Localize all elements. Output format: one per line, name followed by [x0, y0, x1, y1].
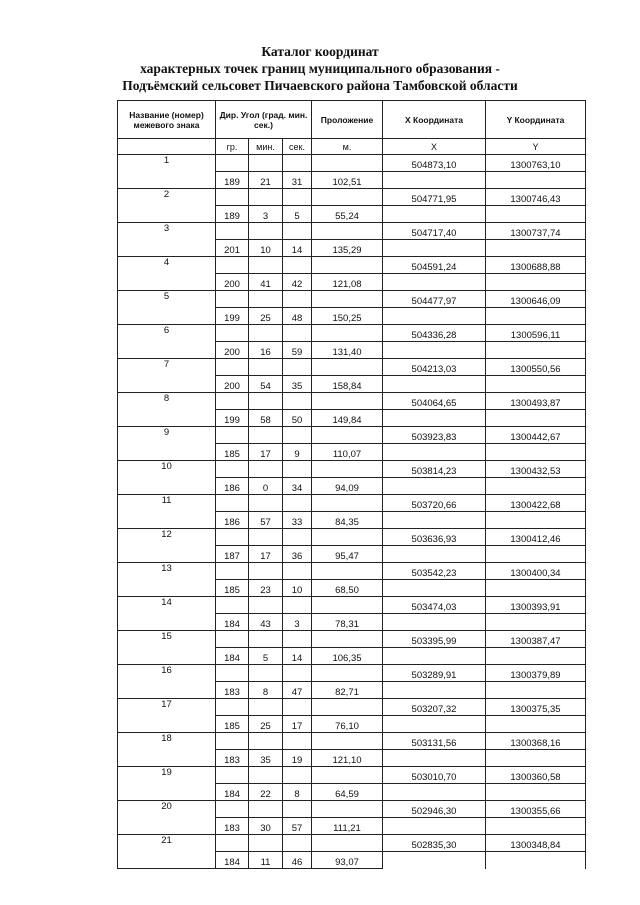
point-name: 10	[118, 461, 216, 495]
angle-seconds: 48	[283, 308, 312, 325]
table-row	[118, 699, 586, 716]
point-name: 16	[118, 665, 216, 699]
x-coordinate: 503814,23	[383, 461, 486, 478]
x-coordinate: 503636,93	[383, 529, 486, 546]
x-coordinate: 504213,03	[383, 359, 486, 376]
table-row	[118, 189, 586, 206]
segment-length: 131,40	[312, 342, 383, 359]
header-name: Название (номер) межевого знака	[118, 101, 216, 139]
angle-seconds: 50	[283, 410, 312, 427]
angle-seconds: 14	[283, 240, 312, 257]
x-coordinate: 504873,10	[383, 155, 486, 172]
doc-subtitle-line2: Подъёмский сельсовет Пичаевского района Тамбовской области	[122, 78, 518, 93]
y-coordinate: 1300355,66	[486, 801, 586, 818]
x-coordinate: 503474,03	[383, 597, 486, 614]
angle-minutes: 41	[249, 274, 283, 291]
segment-length: 93,07	[312, 852, 383, 869]
sub-min: мин.	[249, 139, 283, 155]
x-coordinate: 502835,30	[383, 835, 486, 852]
angle-seconds: 31	[283, 172, 312, 189]
segment-length: 55,24	[312, 206, 383, 223]
coordinates-table	[117, 100, 586, 869]
y-coordinate: 1300375,35	[486, 699, 586, 716]
angle-degrees: 189	[216, 172, 249, 189]
point-name: 13	[118, 563, 216, 597]
x-coordinate: 504771,95	[383, 189, 486, 206]
angle-seconds: 34	[283, 478, 312, 495]
header-x: X Координата	[383, 101, 486, 139]
point-name: 18	[118, 733, 216, 767]
y-coordinate: 1300596,11	[486, 325, 586, 342]
sub-sec: сек.	[283, 139, 312, 155]
sub-empty	[118, 139, 216, 155]
angle-minutes: 8	[249, 682, 283, 699]
table-row	[118, 461, 586, 478]
angle-seconds: 59	[283, 342, 312, 359]
point-name: 20	[118, 801, 216, 835]
point-name: 3	[118, 223, 216, 257]
point-name: 5	[118, 291, 216, 325]
table-row	[118, 325, 586, 342]
segment-length: 149,84	[312, 410, 383, 427]
angle-minutes: 11	[249, 852, 283, 869]
x-coordinate: 503289,91	[383, 665, 486, 682]
x-coordinate: 504717,40	[383, 223, 486, 240]
x-coordinate: 503010,70	[383, 767, 486, 784]
angle-seconds: 10	[283, 580, 312, 597]
y-coordinate: 1300737,74	[486, 223, 586, 240]
angle-seconds: 14	[283, 648, 312, 665]
segment-length: 111,21	[312, 818, 383, 835]
angle-degrees: 183	[216, 818, 249, 835]
angle-minutes: 43	[249, 614, 283, 631]
y-coordinate: 1300763,10	[486, 155, 586, 172]
point-name: 2	[118, 189, 216, 223]
y-coordinate: 1300688,88	[486, 257, 586, 274]
point-name: 12	[118, 529, 216, 563]
angle-minutes: 25	[249, 716, 283, 733]
point-name: 15	[118, 631, 216, 665]
x-coordinate: 502946,30	[383, 801, 486, 818]
table-row	[118, 393, 586, 410]
angle-minutes: 35	[249, 750, 283, 767]
angle-seconds: 57	[283, 818, 312, 835]
angle-seconds: 8	[283, 784, 312, 801]
point-name: 11	[118, 495, 216, 529]
sub-y: Y	[486, 139, 586, 155]
angle-seconds: 19	[283, 750, 312, 767]
segment-length: 64,59	[312, 784, 383, 801]
x-coordinate: 504477,97	[383, 291, 486, 308]
angle-degrees: 200	[216, 342, 249, 359]
table-row	[118, 801, 586, 818]
angle-seconds: 36	[283, 546, 312, 563]
segment-length: 121,08	[312, 274, 383, 291]
y-coordinate: 1300393,91	[486, 597, 586, 614]
table-row	[118, 597, 586, 614]
doc-subtitle-line1: характерных точек границ муниципального образования -	[140, 61, 500, 76]
angle-degrees: 185	[216, 444, 249, 461]
table-row	[118, 427, 586, 444]
angle-degrees: 186	[216, 478, 249, 495]
sub-len-unit: м.	[312, 139, 383, 155]
angle-minutes: 10	[249, 240, 283, 257]
y-coordinate: 1300746,43	[486, 189, 586, 206]
segment-length: 78,31	[312, 614, 383, 631]
segment-length: 95,47	[312, 546, 383, 563]
table-row	[118, 767, 586, 784]
table-row	[118, 835, 586, 852]
table-row	[118, 359, 586, 376]
segment-length: 150,25	[312, 308, 383, 325]
x-coordinate: 504064,65	[383, 393, 486, 410]
segment-length: 82,71	[312, 682, 383, 699]
angle-degrees: 185	[216, 580, 249, 597]
table-row	[118, 291, 586, 308]
segment-length: 110,07	[312, 444, 383, 461]
segment-length: 135,29	[312, 240, 383, 257]
segment-length: 68,50	[312, 580, 383, 597]
angle-minutes: 23	[249, 580, 283, 597]
segment-length: 76,10	[312, 716, 383, 733]
angle-degrees: 200	[216, 376, 249, 393]
angle-seconds: 47	[283, 682, 312, 699]
x-coordinate: 503131,56	[383, 733, 486, 750]
y-coordinate: 1300348,84	[486, 835, 586, 852]
y-coordinate: 1300400,34	[486, 563, 586, 580]
angle-minutes: 3	[249, 206, 283, 223]
segment-length: 94,09	[312, 478, 383, 495]
point-name: 6	[118, 325, 216, 359]
segment-length: 158,84	[312, 376, 383, 393]
table-row	[118, 495, 586, 512]
angle-degrees: 200	[216, 274, 249, 291]
point-name: 17	[118, 699, 216, 733]
angle-degrees: 185	[216, 716, 249, 733]
y-coordinate: 1300360,58	[486, 767, 586, 784]
angle-seconds: 17	[283, 716, 312, 733]
x-coordinate: 503395,99	[383, 631, 486, 648]
angle-seconds: 42	[283, 274, 312, 291]
angle-minutes: 54	[249, 376, 283, 393]
point-name: 4	[118, 257, 216, 291]
sub-x: X	[383, 139, 486, 155]
y-coordinate: 1300493,87	[486, 393, 586, 410]
y-coordinate: 1300379,89	[486, 665, 586, 682]
y-coordinate: 1300412,46	[486, 529, 586, 546]
segment-length: 121,10	[312, 750, 383, 767]
angle-minutes: 57	[249, 512, 283, 529]
y-coordinate: 1300422,68	[486, 495, 586, 512]
y-coordinate: 1300387,47	[486, 631, 586, 648]
x-coordinate: 503923,83	[383, 427, 486, 444]
angle-degrees: 186	[216, 512, 249, 529]
header-angle: Дир. Угол (град. мин. сек.)	[216, 101, 312, 139]
table-row	[118, 529, 586, 546]
x-coordinate: 503720,66	[383, 495, 486, 512]
x-coordinate: 503207,32	[383, 699, 486, 716]
table-row	[118, 665, 586, 682]
angle-minutes: 21	[249, 172, 283, 189]
table-row	[118, 563, 586, 580]
point-name: 9	[118, 427, 216, 461]
segment-length: 106,35	[312, 648, 383, 665]
angle-minutes: 58	[249, 410, 283, 427]
point-name: 8	[118, 393, 216, 427]
angle-minutes: 17	[249, 444, 283, 461]
angle-degrees: 199	[216, 308, 249, 325]
y-coordinate: 1300550,56	[486, 359, 586, 376]
angle-degrees: 184	[216, 784, 249, 801]
angle-seconds: 5	[283, 206, 312, 223]
table-body	[118, 155, 586, 869]
angle-degrees: 189	[216, 206, 249, 223]
point-name: 1	[118, 155, 216, 189]
y-coordinate: 1300432,53	[486, 461, 586, 478]
angle-seconds: 35	[283, 376, 312, 393]
point-name: 14	[118, 597, 216, 631]
point-name: 21	[118, 835, 216, 869]
table-row	[118, 257, 586, 274]
y-coordinate: 1300646,09	[486, 291, 586, 308]
angle-seconds: 33	[283, 512, 312, 529]
table-row	[118, 223, 586, 240]
point-name: 19	[118, 767, 216, 801]
angle-minutes: 22	[249, 784, 283, 801]
x-coordinate: 503542,23	[383, 563, 486, 580]
angle-degrees: 184	[216, 614, 249, 631]
sub-deg: гр.	[216, 139, 249, 155]
y-coordinate: 1300442,67	[486, 427, 586, 444]
angle-degrees: 199	[216, 410, 249, 427]
angle-degrees: 201	[216, 240, 249, 257]
angle-minutes: 17	[249, 546, 283, 563]
angle-degrees: 187	[216, 546, 249, 563]
angle-seconds: 46	[283, 852, 312, 869]
angle-minutes: 5	[249, 648, 283, 665]
angle-degrees: 184	[216, 852, 249, 869]
doc-title: Каталог координат	[261, 44, 379, 59]
x-coordinate: 504336,28	[383, 325, 486, 342]
segment-length: 102,51	[312, 172, 383, 189]
angle-minutes: 0	[249, 478, 283, 495]
angle-degrees: 183	[216, 750, 249, 767]
y-coordinate: 1300368,16	[486, 733, 586, 750]
segment-length: 84,35	[312, 512, 383, 529]
x-coordinate: 504591,24	[383, 257, 486, 274]
angle-seconds: 9	[283, 444, 312, 461]
angle-minutes: 25	[249, 308, 283, 325]
table-row	[118, 631, 586, 648]
point-name: 7	[118, 359, 216, 393]
angle-degrees: 184	[216, 648, 249, 665]
table-row	[118, 155, 586, 172]
angle-minutes: 16	[249, 342, 283, 359]
angle-degrees: 183	[216, 682, 249, 699]
angle-minutes: 30	[249, 818, 283, 835]
header-length: Проложение	[312, 101, 383, 139]
header-y: Y Координата	[486, 101, 586, 139]
table-row	[118, 733, 586, 750]
angle-seconds: 3	[283, 614, 312, 631]
